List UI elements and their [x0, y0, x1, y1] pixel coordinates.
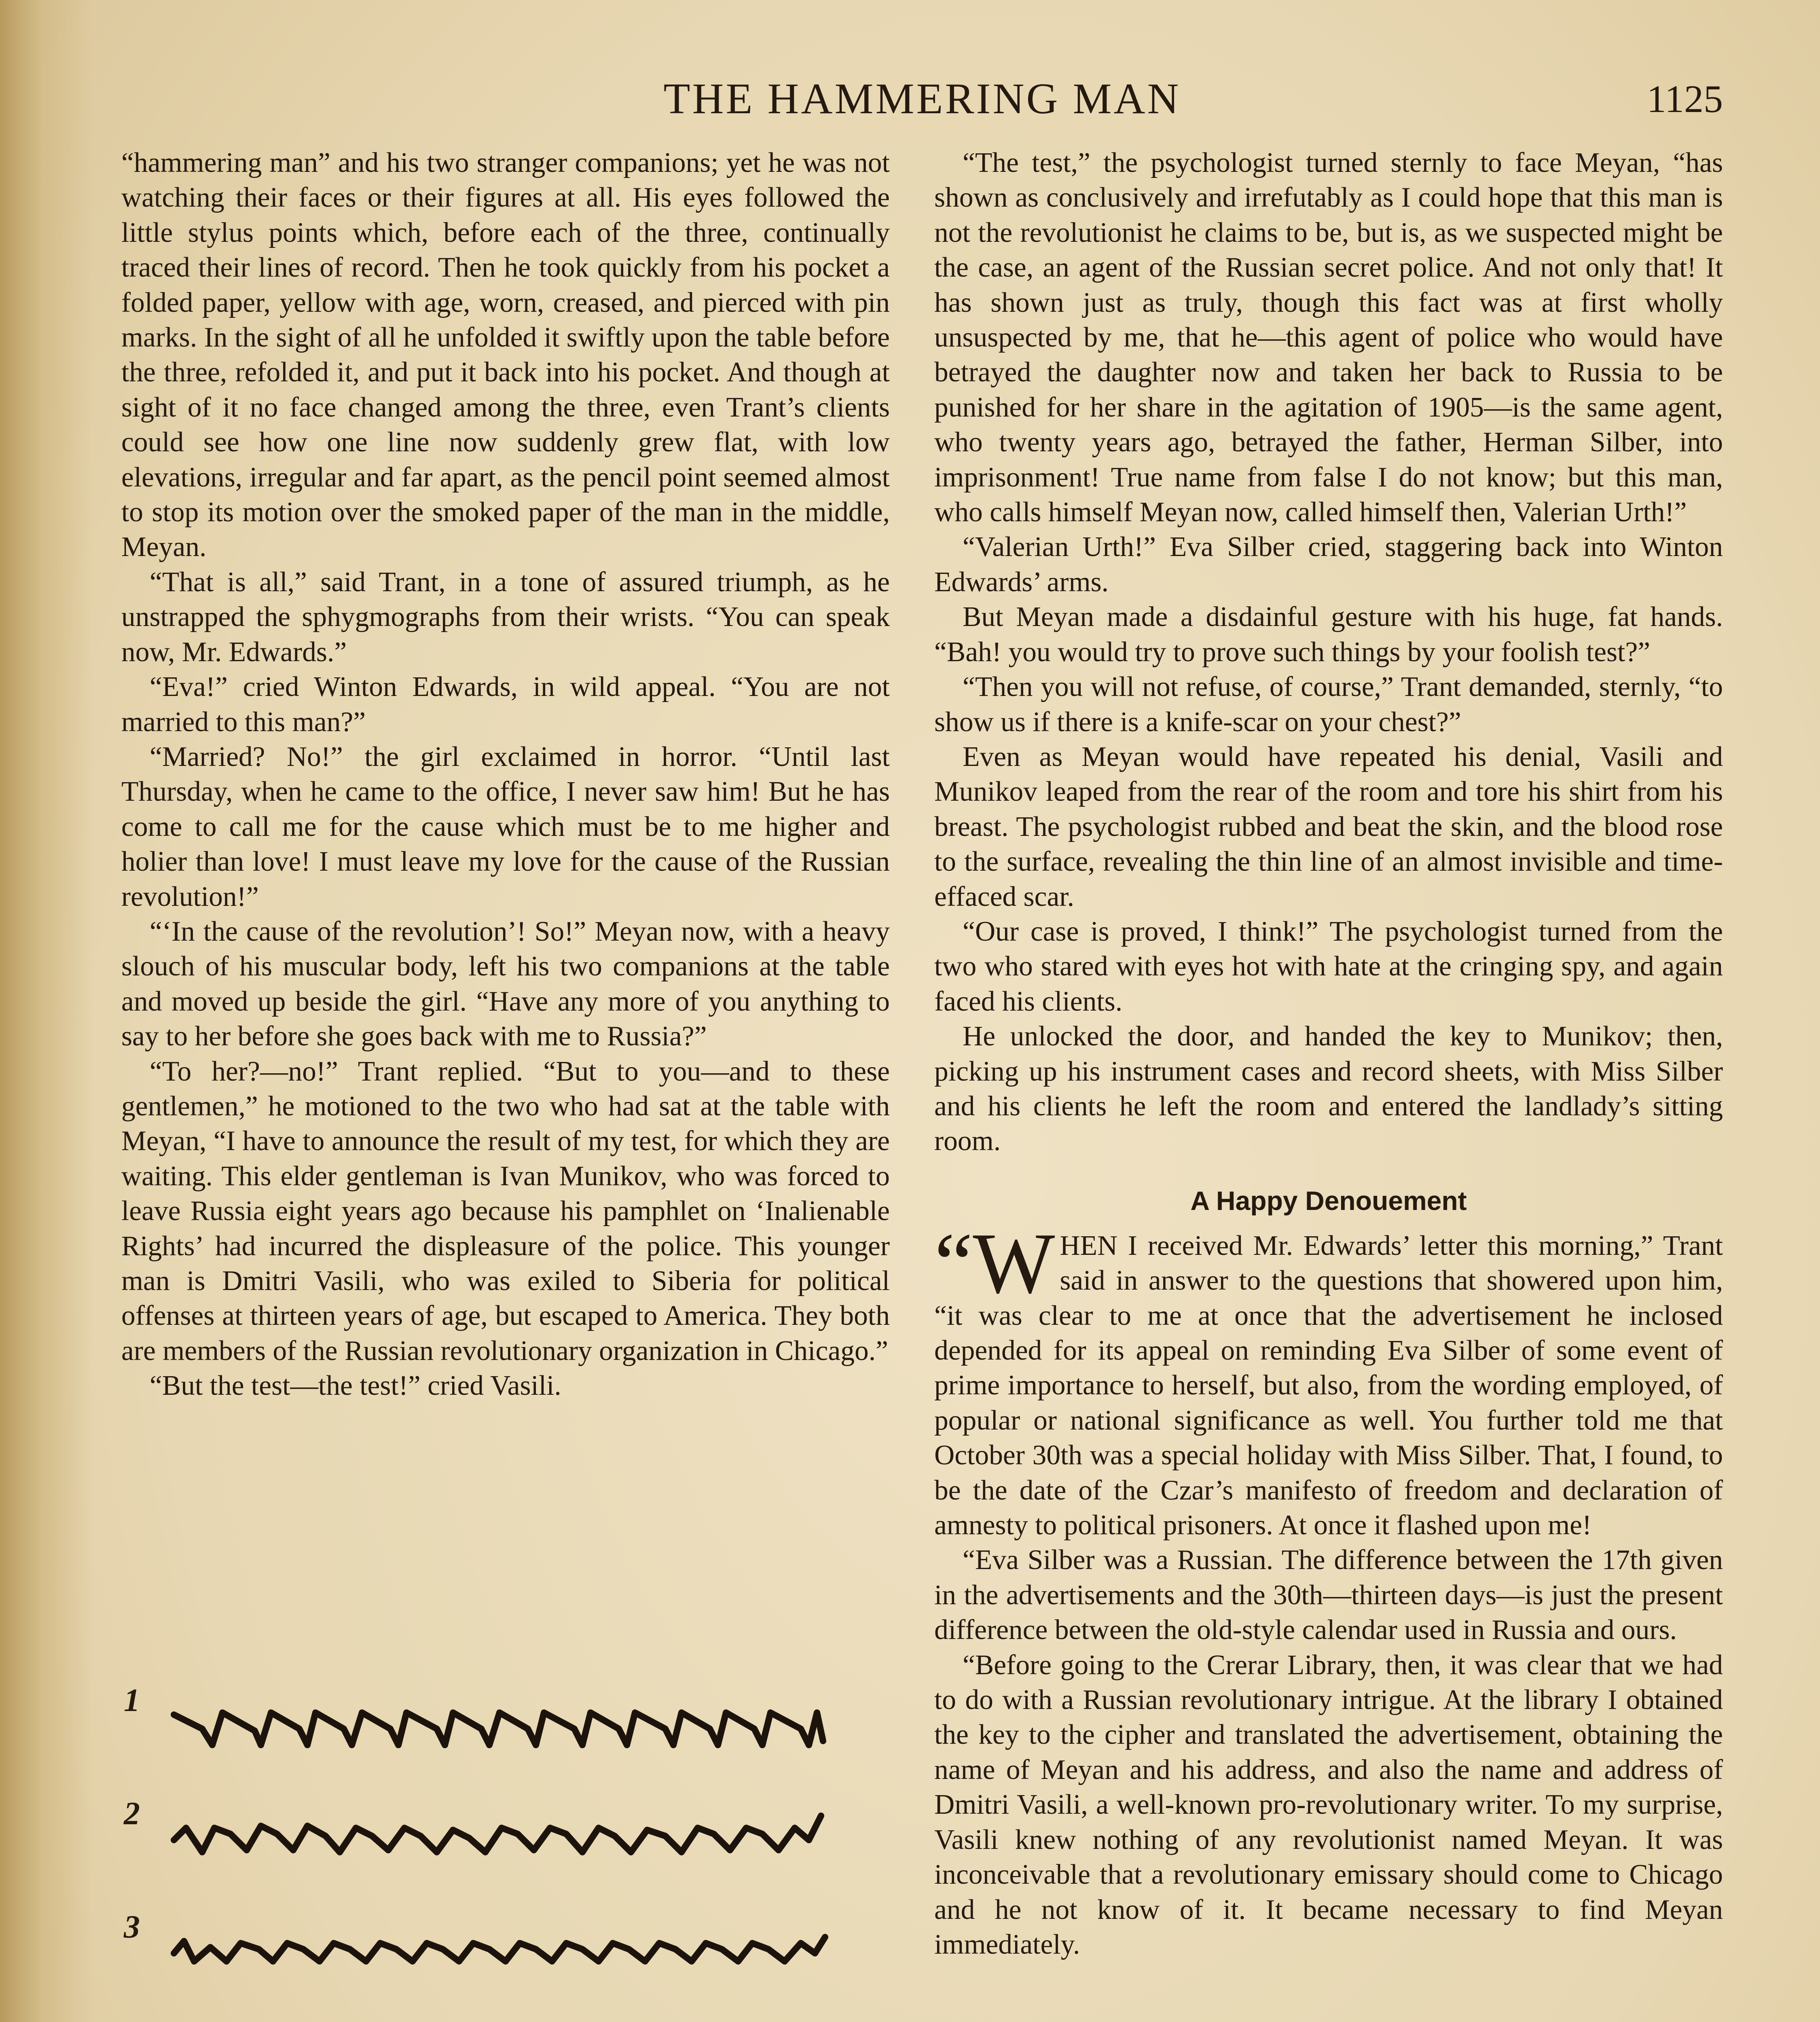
sphygmograph-figure: [121, 1683, 890, 2022]
paragraph: “Married? No!” the girl exclaimed in horror. “Until last Thursday, when he came to the office, I never saw him! But he has come to call me for the cause which must be to me higher and holier than love! I must leave my love for the cause of the Russian revolution!”: [121, 741, 890, 912]
pulse-trace-1: [174, 1713, 823, 1745]
paragraph: “Eva Silber was a Russian. The difference between the 17th given in the advertisements and the 30th—thirteen days—is just the present difference between the old-style calendar used in Russia and ours.: [934, 1544, 1723, 1646]
running-title: THE HAMMERING MAN: [663, 75, 1181, 123]
trace-label-2: 2: [124, 1796, 140, 1832]
pulse-trace-2: [174, 1816, 821, 1852]
right-column: [934, 146, 1723, 1962]
page-number: 1125: [1646, 77, 1723, 121]
paragraph: Even as Meyan would have repeated his denial, Vasili and Munikov leaped from the rear of the room and tore his shirt from his breast. The psychologist rubbed and beat the skin, and the blood rose to the surface, revealing the thin line of an almost invisible and time-effaced scar.: [934, 741, 1723, 912]
paragraph: “To her?—no!” Trant replied. “But to you—and to these gentlemen,” he motioned to the two who had sat at the table with Meyan, “I have to announce the result of my test, for which they are waiting. This elder gentleman is Ivan Munikov, who was forced to leave Russia eight years ago because his pamphlet on ‘Inalienable Rights’ had incurred the displeasure of the police. This younger man is Dmitri Vasili, who was exiled to Siberia for political offenses at thirteen years of age, but escaped to America. They both are members of the Russian revolutionary organization in Chicago.”: [121, 1055, 890, 1366]
paragraph: “That is all,” said Trant, in a tone of assured triumph, as he unstrapped the sphygmographs from their wrists. “You can speak now, Mr. Edwards.”: [121, 566, 890, 668]
paragraph: “Our case is proved, I think!” The psychologist turned from the two who stared with eyes hot with hate at the cringing spy, and again faced his clients.: [934, 916, 1723, 1017]
section-subheading: A Happy Denouement: [1190, 1185, 1467, 1216]
paragraph: “But the test—the test!” cried Vasili.: [150, 1370, 561, 1402]
paragraph: “Eva!” cried Winton Edwards, in wild appeal. “You are not married to this man?”: [121, 671, 890, 738]
paragraph: “Before going to the Crerar Library, then, it was clear that we had to do with a Russian revolutionary intrigue. At the library I obtained the key to the cipher and translated the advertisement, obtaining the name of Meyan and his address, and also the name and address of Dmitri Vasili, a well-known pro-revolutionary writer. To my surprise, Vasili knew nothing of any revolutionist named Meyan. It was inconceivable that a revolutionary emissary should come to Chicago and he not know of it. It became necessary to find Meyan immediately.: [934, 1649, 1723, 1960]
left-column: [121, 146, 890, 1404]
trace-label-3: 3: [124, 1909, 140, 1945]
paragraph: “hammering man” and his two stranger companions; yet he was not watching their faces or their figures at all. His eyes followed the little stylus points which, before each of the three, continually traced their lines of record. Then he took quickly from his pocket a folded paper, yellow with age, worn, creased, and pierced with pin marks. In the sight of all he unfolded it swiftly upon the table before the three, refolded it, and put it back into his pocket. And though at sight of it no face changed among the three, even Trant’s clients could see how one line now suddenly grew flat, with low elevations, irregular and far apart, as the pencil point seemed almost to stop its motion over the smoked paper of the man in the middle, Meyan.: [121, 147, 890, 563]
trace-label-1: 1: [124, 1683, 140, 1718]
paragraph: “‘In the cause of the revolution’! So!” Meyan now, with a heavy slouch of his muscular body, left his two companions at the table and moved up beside the girl. “Have any more of you anything to say to her before she goes back with me to Russia?”: [121, 916, 890, 1052]
pulse-traces: [121, 1694, 890, 2022]
drop-cap-paragraph: [934, 1214, 1723, 1543]
drop-cap: “W: [934, 1214, 1055, 1311]
paragraph: “The test,” the psychologist turned sternly to face Meyan, “has shown as conclusively and irrefutably as I could hope that this man is not the revolutionist he claims to be, but is, as we suspected might be the case, an agent of the Russian secret police. And not only that! It has shown just as truly, though this fact was at first wholly unsuspected by me, that he—this agent of police who would have betrayed the daughter now and taken her back to Russia to be punished for her share in the agitation of 1905—is the same agent, who twenty years ago, betrayed the father, Herman Silber, into imprisonment! True name from false I do not know; but this man, who calls himself Meyan now, called himself then, Valerian Urth!”: [934, 147, 1723, 528]
paragraph: “Valerian Urth!” Eva Silber cried, staggering back into Winton Edwards’ arms.: [934, 531, 1723, 598]
drop-cap-paragraph-text: HEN I received Mr. Edwards’ letter this morning,” Trant said in answer to the questions that showered upon him, “it was clear to me at once that the advertisement he inclosed depended for its appeal on reminding Eva Silber of some event of prime importance to herself, but also, from the wording employed, of popular or national significance as well. You further told me that October 30th was a special holiday with Miss Silber. That, I found, to be the date of the Czar’s manifesto of freedom and declaration of amnesty to political prisoners. At once it flashed upon me!: [934, 1230, 1723, 1541]
paragraph: “Then you will not refuse, of course,” Trant demanded, sternly, “to show us if there is a knife-scar on your chest?”: [934, 671, 1723, 738]
page-edge-shadow: [0, 0, 93, 2022]
paragraph: But Meyan made a disdainful gesture with his huge, fat hands. “Bah! you would try to prove such things by your foolish test?”: [934, 601, 1723, 668]
paragraph: He unlocked the door, and handed the key to Munikov; then, picking up his instrument cases and record sheets, with Miss Silber and his clients he left the room and entered the landlady’s sitting room.: [934, 1021, 1723, 1157]
page-header: [121, 69, 1723, 142]
pulse-trace-3: [174, 1937, 825, 1961]
